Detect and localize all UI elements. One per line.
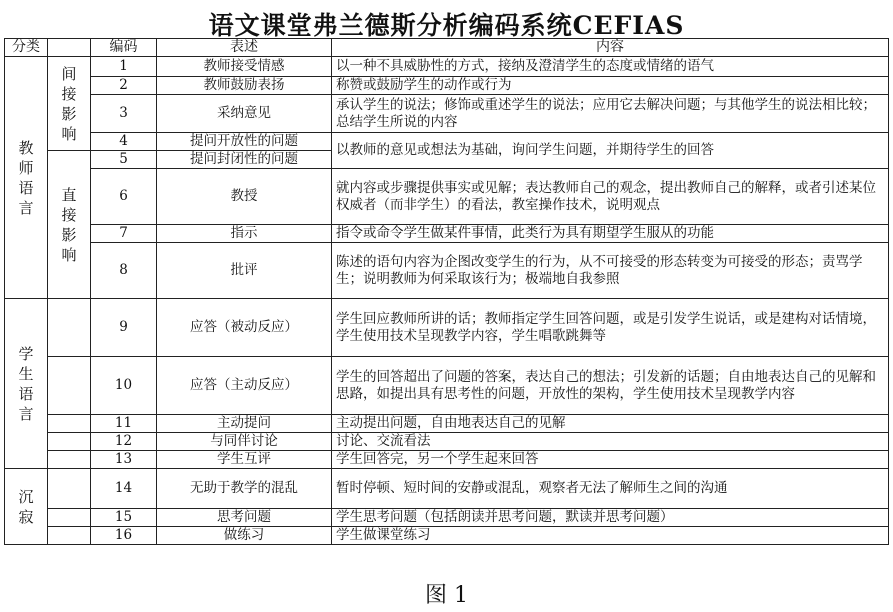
table-row: [5, 433, 889, 451]
category-silence-label: 沉寂: [18, 487, 34, 526]
code-cell: 11: [91, 415, 157, 433]
table-row: [5, 469, 889, 509]
code-cell: 5: [91, 151, 157, 169]
description-cell: 指示: [157, 225, 332, 243]
subcategory-empty: [48, 451, 91, 469]
description-cell: 教授: [157, 169, 332, 225]
category-silence: [5, 469, 48, 545]
code-cell: 16: [91, 527, 157, 545]
code-cell: 9: [91, 299, 157, 357]
code-cell: 15: [91, 509, 157, 527]
subcategory-empty: [48, 469, 91, 509]
table-row: [5, 509, 889, 527]
table-row: [5, 527, 889, 545]
content-cell: 主动提出问题，自由地表达自己的见解: [332, 415, 889, 433]
content-cell: 学生思考问题（包括朗读并思考问题，默读并思考问题）: [332, 509, 889, 527]
code-cell: 4: [91, 133, 157, 151]
content-cell: 讨论、交流看法: [332, 433, 889, 451]
code-cell: 3: [91, 95, 157, 133]
header-subcategory: [48, 39, 91, 57]
coding-table: [4, 38, 889, 545]
code-cell: 8: [91, 243, 157, 299]
subcategory-indirect-label: 间接影响: [61, 64, 77, 143]
subcategory-empty: [48, 415, 91, 433]
subcategory-empty: [48, 357, 91, 415]
description-cell: 无助于教学的混乱: [157, 469, 332, 509]
description-cell: 与同伴讨论: [157, 433, 332, 451]
description-cell: 思考问题: [157, 509, 332, 527]
code-cell: 12: [91, 433, 157, 451]
description-cell: 提问封闭性的问题: [157, 151, 332, 169]
description-cell: 做练习: [157, 527, 332, 545]
code-cell: 6: [91, 169, 157, 225]
header-description: 表述: [157, 39, 332, 57]
description-cell: 批评: [157, 243, 332, 299]
code-cell: 1: [91, 57, 157, 77]
description-cell: 主动提问: [157, 415, 332, 433]
category-teacher: [5, 57, 48, 299]
content-cell: 以教师的意见或想法为基础，询问学生问题，并期待学生的回答: [332, 133, 889, 169]
table-row: [5, 133, 889, 151]
table-row: [5, 243, 889, 299]
content-cell: 暂时停顿、短时间的安静或混乱，观察者无法了解师生之间的沟通: [332, 469, 889, 509]
header-code: 编码: [91, 39, 157, 57]
table-row: [5, 169, 889, 225]
page-title: 语文课堂弗兰德斯分析编码系统CEFIAS: [208, 11, 685, 40]
content-cell: 以一种不具威胁性的方式，接纳及澄清学生的态度或情绪的语气: [332, 57, 889, 77]
category-student-label: 学生语言: [18, 344, 34, 423]
table-row: [5, 77, 889, 95]
code-cell: 2: [91, 77, 157, 95]
figure-caption: 图 1: [425, 583, 468, 608]
description-cell: 提问开放性的问题: [157, 133, 332, 151]
table-row: [5, 357, 889, 415]
code-cell: 10: [91, 357, 157, 415]
subcategory-indirect: [48, 57, 91, 151]
description-cell: 学生互评: [157, 451, 332, 469]
table-row: [5, 225, 889, 243]
description-cell: 应答（主动反应）: [157, 357, 332, 415]
description-cell: 采纳意见: [157, 95, 332, 133]
content-cell: 学生回应教师所讲的话；教师指定学生回答问题，或是引发学生说话，或是建构对话情境，学生使用技术呈现教学内容，学生唱歌跳舞等: [332, 299, 889, 357]
table-row: [5, 299, 889, 357]
header-category: 分类: [5, 39, 48, 57]
subcategory-direct: [48, 151, 91, 299]
table-row: [5, 415, 889, 433]
content-cell: 称赞或鼓励学生的动作或行为: [332, 77, 889, 95]
header-row: [5, 39, 889, 57]
subcategory-empty: [48, 509, 91, 527]
description-cell: 应答（被动反应）: [157, 299, 332, 357]
subcategory-direct-label: 直接影响: [61, 185, 77, 264]
table-row: [5, 57, 889, 77]
header-content: 内容: [332, 39, 889, 57]
category-student: [5, 299, 48, 469]
subcategory-empty: [48, 299, 91, 357]
content-cell: 学生回答完，另一个学生起来回答: [332, 451, 889, 469]
category-teacher-label: 教师语言: [18, 138, 34, 217]
content-cell: 陈述的语句内容为企图改变学生的行为，从不可接受的形态转变为可接受的形态；责骂学生；说明教师为何采取该行为；极端地自我参照: [332, 243, 889, 299]
subcategory-empty: [48, 527, 91, 545]
code-cell: 13: [91, 451, 157, 469]
content-cell: 就内容或步骤提供事实或见解；表达教师自己的观念，提出教师自己的解释，或者引述某位权威者（而非学生）的看法，教室操作技术，说明观点: [332, 169, 889, 225]
content-cell: 学生做课堂练习: [332, 527, 889, 545]
code-cell: 14: [91, 469, 157, 509]
content-cell: 学生的回答超出了问题的答案，表达自己的想法；引发新的话题；自由地表达自己的见解和思路，如提出具有思考性的问题，开放性的架构，学生使用技术呈现教学内容: [332, 357, 889, 415]
description-cell: 教师接受情感: [157, 57, 332, 77]
code-cell: 7: [91, 225, 157, 243]
table-row: [5, 95, 889, 133]
table-row: [5, 451, 889, 469]
content-cell: 指令或命令学生做某件事情，此类行为具有期望学生服从的功能: [332, 225, 889, 243]
description-cell: 教师鼓励表扬: [157, 77, 332, 95]
subcategory-empty: [48, 433, 91, 451]
content-cell: 承认学生的说法；修饰或重述学生的说法；应用它去解决问题；与其他学生的说法相比较；总结学生所说的内容: [332, 95, 889, 133]
